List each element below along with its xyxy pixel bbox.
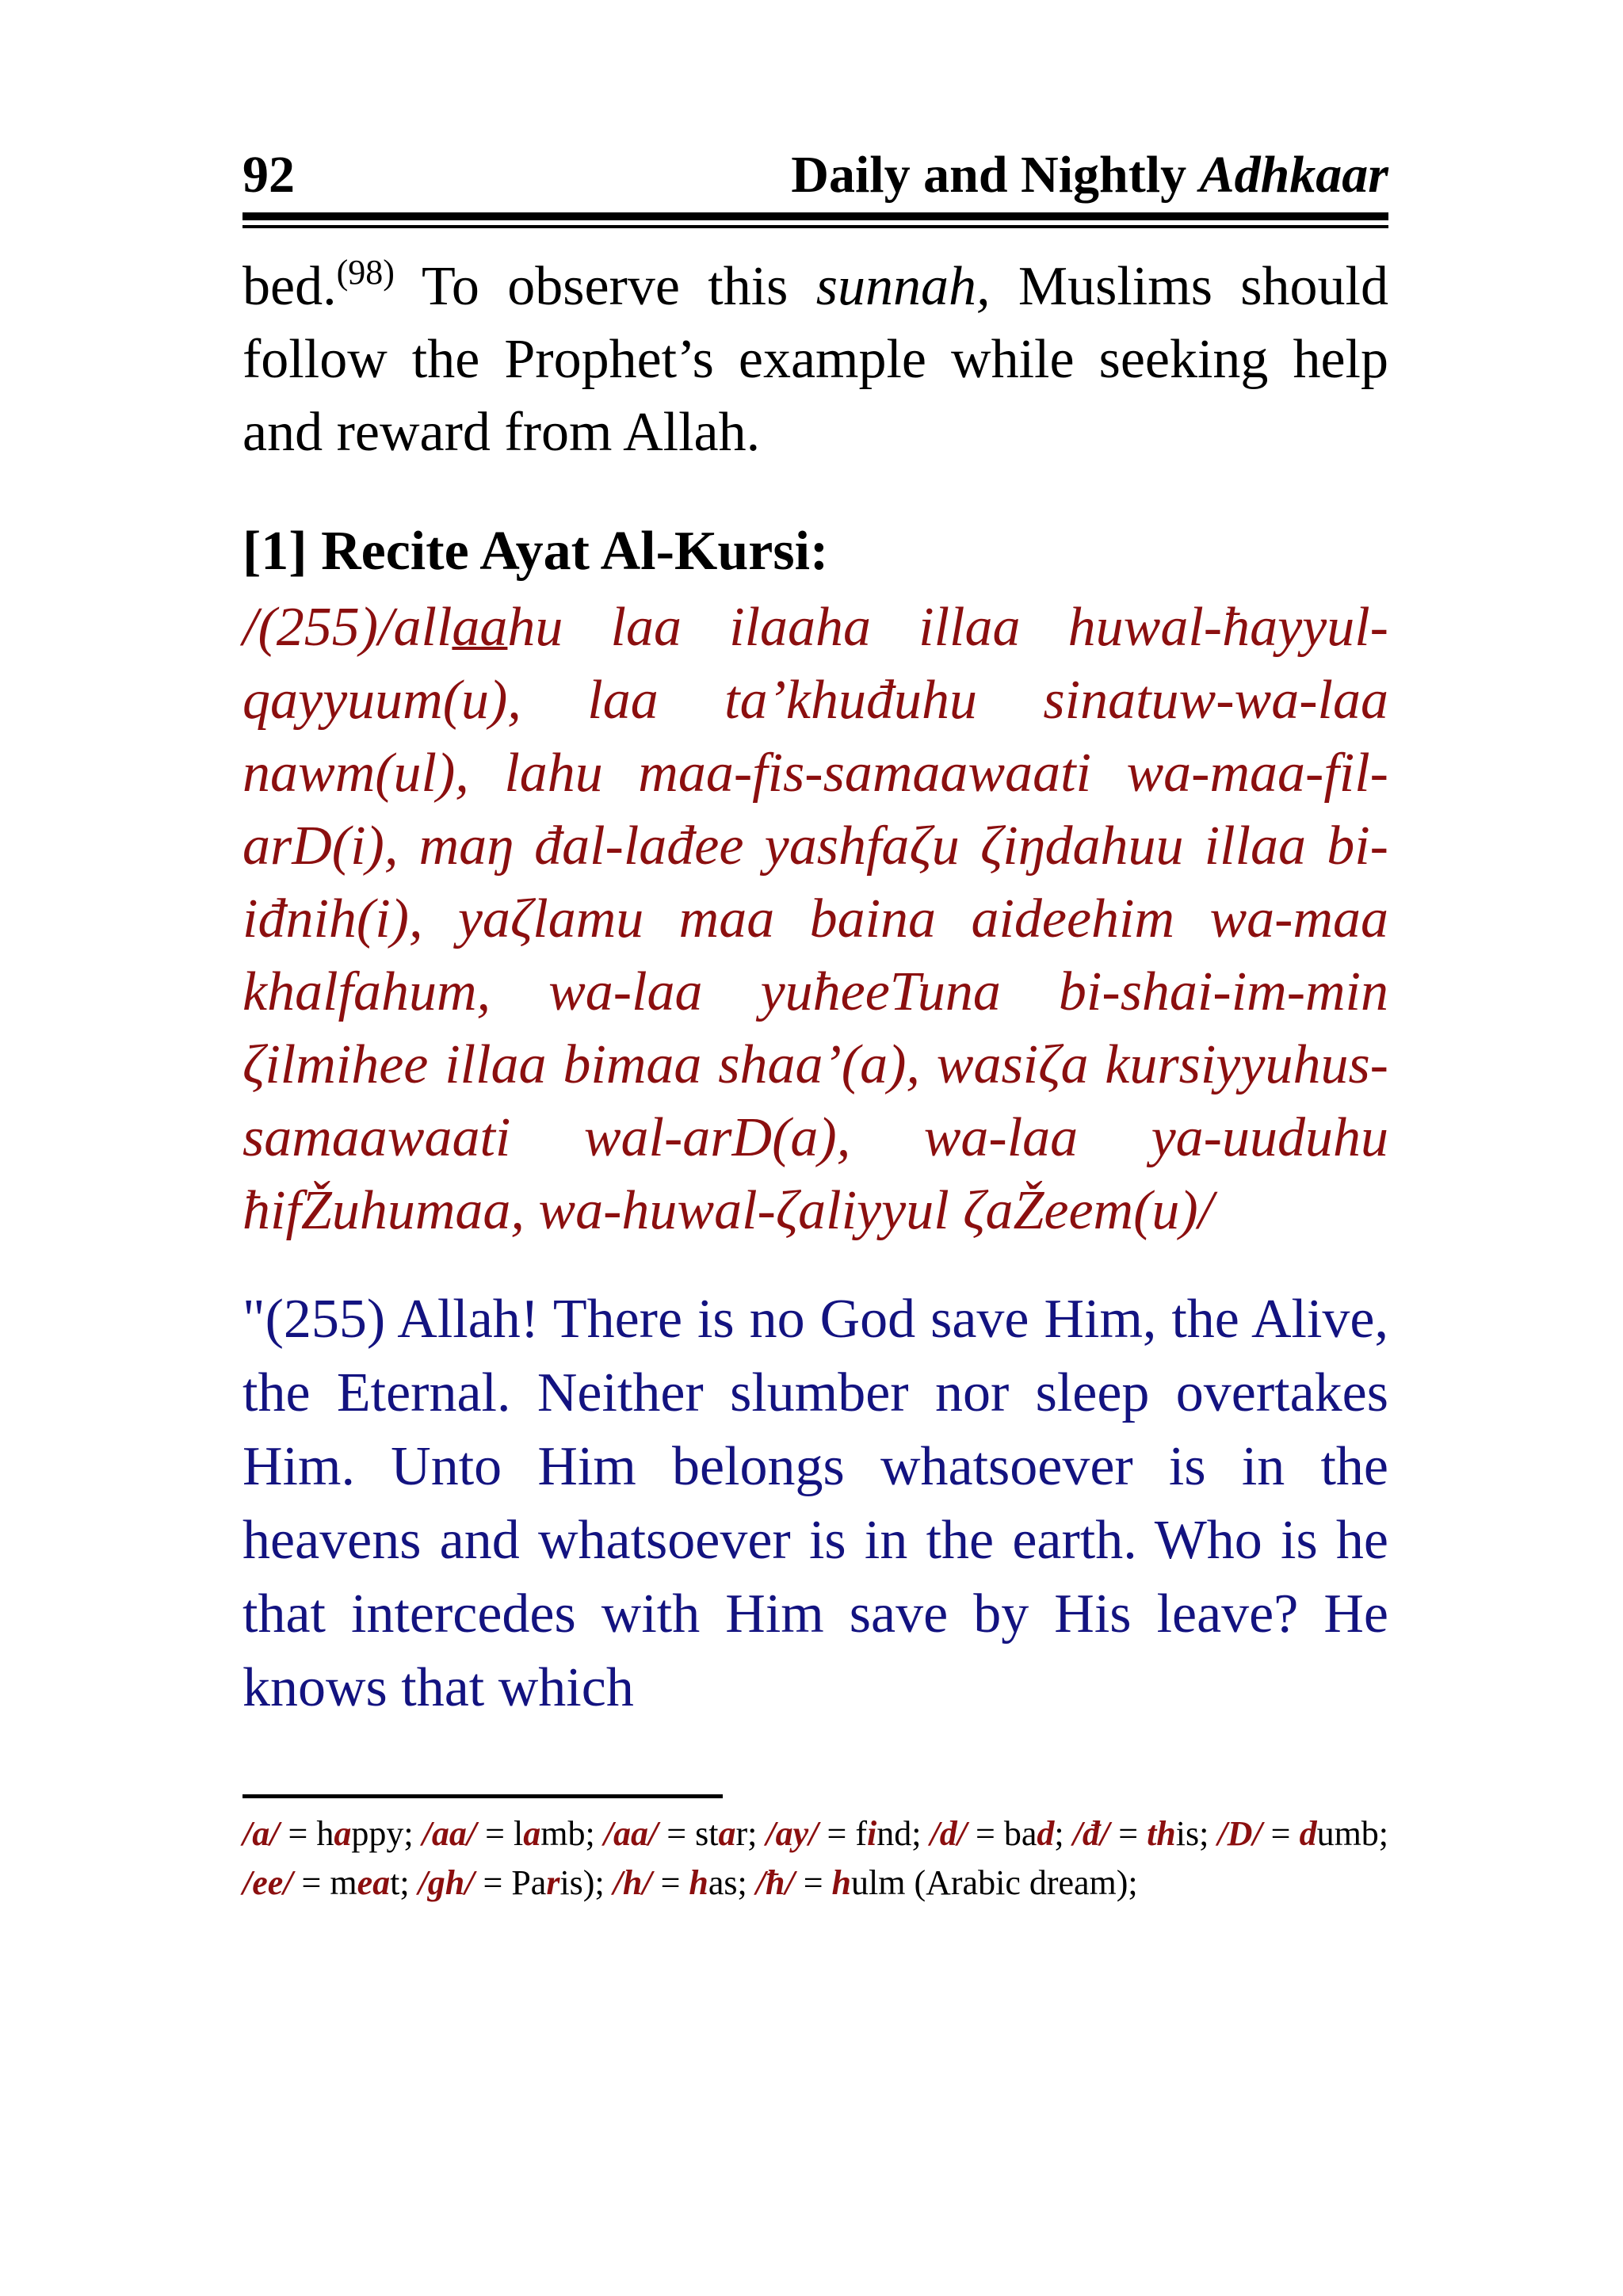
footnote-example-post: ulm (Arabic dream);: [851, 1863, 1138, 1902]
running-title-plain: Daily and Nightly: [791, 146, 1200, 204]
footnote-key: /a/: [242, 1814, 280, 1853]
footnote-example-highlight: h: [689, 1863, 708, 1902]
footnote-entry: [766, 1814, 930, 1853]
footnote-example-highlight: i: [867, 1814, 877, 1853]
footnote-entry: [930, 1814, 1073, 1853]
section-heading: [1] Recite Ayat Al-Kursi:: [242, 521, 829, 582]
footnote-key: /ee/: [242, 1863, 293, 1902]
footnote-example-highlight: d: [1299, 1814, 1317, 1853]
footnote-entry: [418, 1863, 613, 1902]
footnote-example-pre: f: [855, 1814, 867, 1853]
footnote-key: /aa/: [422, 1814, 477, 1853]
footnote-key: /h/: [613, 1863, 652, 1902]
footnote-entry: [604, 1814, 766, 1853]
footnote-entry: [422, 1814, 604, 1853]
intro-text-start: bed.: [242, 256, 337, 317]
footnote-example-pre: ba: [1003, 1814, 1037, 1853]
header-rule-thin: [242, 225, 1388, 228]
footnote-example-highlight: a: [334, 1814, 352, 1853]
footnote-example-post: ;: [1054, 1814, 1073, 1853]
footnote-example-highlight: r: [546, 1863, 560, 1902]
transliteration-rest: hu laa ilaaha illaa huwal-ħayyul-qayyuum(u), laa ta’khuđuhu sinatuw-wa-laa nawm(ul), lahu maa-fis-samaawaati wa-maa-fil-arD(i), maŋ đal-lađee yashfaζu ζiŋdahuu illaa bi-iđnih(i), yaζlamu maa baina aideehim wa-maa khalfahum, wa-laa yuħeeTuna bi-shai-im-min ζilmihee illaa bimaa shaa’(a), wasiζa kursiyyuhus-samaawaati wal-arD(a), wa-laa ya-uuduhu ħifŽuhumaa, wa-huwal-ζaliyyul ζaŽeem(u)/: [242, 597, 1388, 1241]
footnote-equals: =: [966, 1814, 1004, 1853]
intro-paragraph: [242, 250, 1388, 469]
footnote-example-pre: h: [316, 1814, 334, 1853]
transliteration-start: /(255)/all: [242, 597, 453, 658]
footnote-equals: =: [1109, 1814, 1148, 1853]
intro-text-mid: To observe this: [394, 256, 816, 317]
footnote-equals: =: [474, 1863, 512, 1902]
footnote-example-highlight: th: [1147, 1814, 1176, 1853]
running-header: [242, 146, 1388, 204]
footnote-rule: [242, 1794, 723, 1798]
footnote-example-pre: st: [695, 1814, 719, 1853]
footnote-entry: [1073, 1814, 1218, 1853]
footnote-equals: =: [818, 1814, 856, 1853]
footnote-example-highlight: a: [523, 1814, 541, 1853]
transliteration-underlined: aa: [452, 597, 508, 658]
footnote-entry: [756, 1863, 1138, 1902]
footnote-entry: [1217, 1814, 1388, 1853]
footnote-example-post: is);: [559, 1863, 613, 1902]
footnote-example-pre: Pa: [511, 1863, 547, 1902]
footnote-equals: =: [1262, 1814, 1300, 1853]
footnote-example-post: r;: [735, 1814, 766, 1853]
intro-italic-word: sunnah,: [815, 256, 991, 317]
footnote-key: /đ/: [1072, 1814, 1110, 1853]
header-rule-thick: [242, 212, 1388, 220]
footnote-example-pre: m: [330, 1863, 357, 1902]
footnote-key: /aa/: [603, 1814, 659, 1853]
footnote-example-post: mb;: [540, 1814, 604, 1853]
footnote-equals: =: [476, 1814, 514, 1853]
footnote-equals: =: [794, 1863, 832, 1902]
footnote-example-post: ppy;: [351, 1814, 422, 1853]
footnote-equals: =: [279, 1814, 317, 1853]
translation-paragraph: "(255) Allah! There is no God save Him, the Alive, the Eternal. Neither slumber nor sleep overtakes Him. Unto Him belongs whatsoever is in the heavens and whatsoever is in the earth. Who is he that intercedes with Him save by His leave? He knows that which: [242, 1289, 1388, 1718]
footnote-paragraph: [242, 1809, 1388, 1908]
footnote-example-highlight: a: [718, 1814, 736, 1853]
footnote-key: /D/: [1217, 1814, 1262, 1853]
footnote-example-highlight: ea: [357, 1863, 391, 1902]
footnote-key: /gh/: [418, 1863, 475, 1902]
footnote-key: /ay/: [766, 1814, 819, 1853]
intro-text-end: Muslims should follow the Prophet’s example while seeking help and reward from Allah.: [242, 256, 1388, 463]
footnote-example-post: umb;: [1316, 1814, 1389, 1853]
footnote-equals: =: [658, 1814, 696, 1853]
footnote-example-highlight: d: [1037, 1814, 1055, 1853]
page-number: 92: [242, 146, 295, 204]
footnote-example-post: nd;: [876, 1814, 930, 1853]
transliteration-paragraph: [242, 591, 1388, 1247]
footnote-example-post: as;: [708, 1863, 756, 1902]
running-title-italic: Adhkaar: [1199, 146, 1388, 204]
footnote-equals: =: [651, 1863, 689, 1902]
footnote-key: /d/: [930, 1814, 967, 1853]
footnote-key: /ħ/: [755, 1863, 795, 1902]
footnote-reference: (98): [336, 253, 395, 292]
footnote-entry: [242, 1814, 422, 1853]
footnote-example-highlight: h: [831, 1863, 852, 1902]
footnote-entry: [242, 1863, 418, 1902]
book-page: [242, 146, 1389, 1908]
footnote-example-post: t;: [390, 1863, 418, 1902]
footnote-equals: =: [292, 1863, 330, 1902]
running-title: [791, 146, 1388, 204]
footnote-example-post: is;: [1175, 1814, 1218, 1853]
footnote-entry: [613, 1863, 756, 1902]
footnote-example-pre: l: [514, 1814, 524, 1853]
